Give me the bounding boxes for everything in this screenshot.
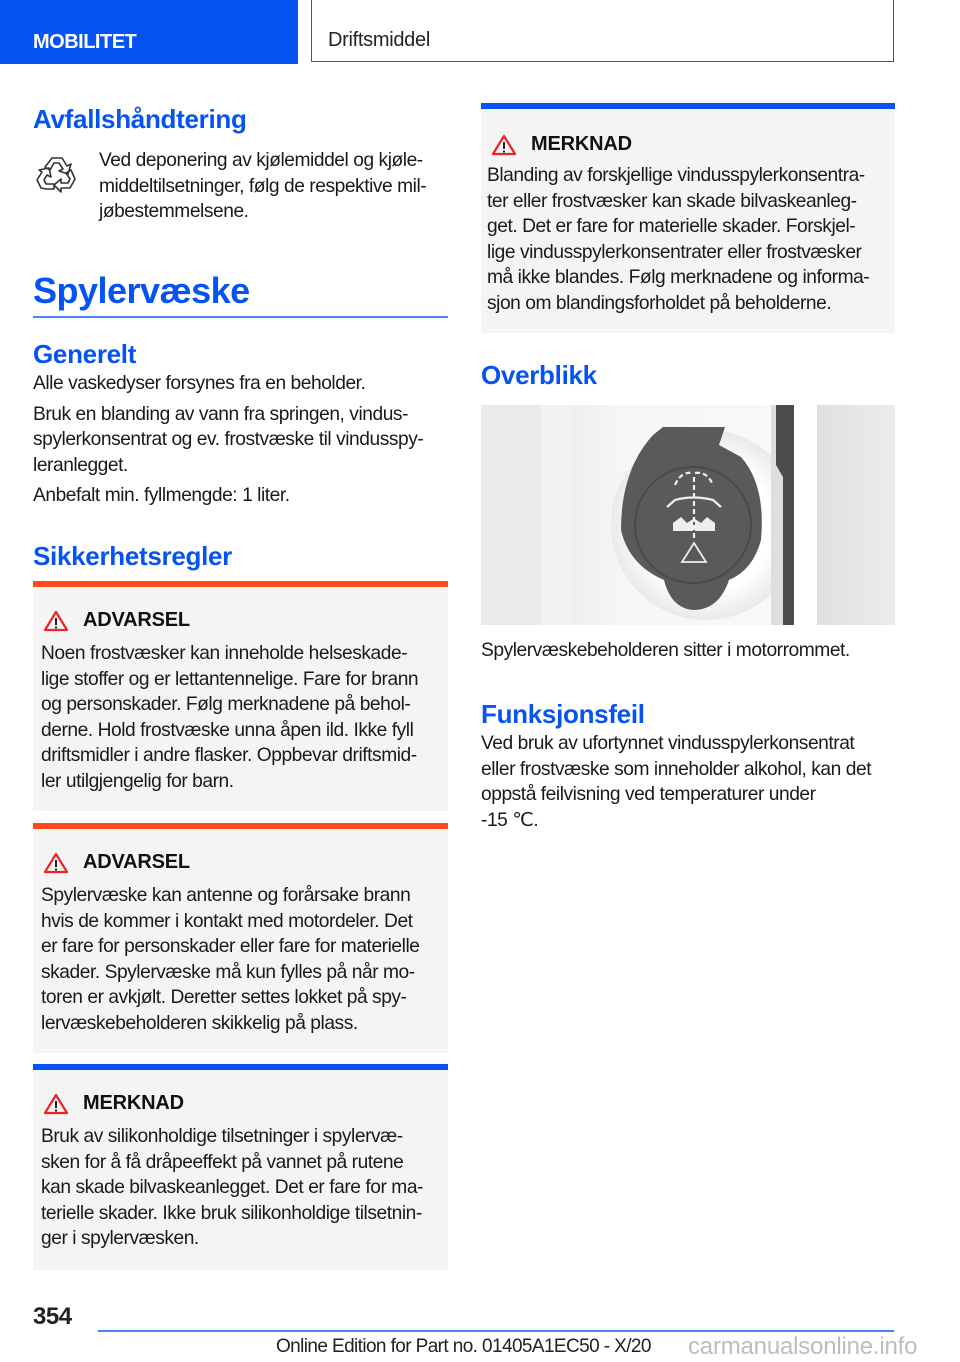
- warning-label: ADVARSEL: [83, 609, 190, 631]
- malfunction-text-line: oppstå feilvisning ved temperaturer under: [481, 784, 816, 805]
- warning-triangle-icon: [43, 1093, 69, 1115]
- warning-bar: [33, 823, 448, 829]
- chapter-tab: [0, 0, 298, 64]
- disposal-text-line: middeltilsetninger, følg de respektive mil-: [99, 175, 427, 197]
- warning-triangle-icon: [491, 134, 517, 156]
- general-text: Alle vaskedyser forsynes fra en beholder.: [33, 373, 366, 394]
- notice-text-line: må ikke blandes. Følg merknadene og informa-: [487, 267, 870, 288]
- malfunction-text-line: eller frostvæske som inneholder alkohol, kan det: [481, 758, 872, 780]
- section-tab: [311, 0, 894, 62]
- warning-text-line: lige stoffer og er lettantennelige. Fare for brann: [41, 668, 419, 690]
- warning-text-line: og personskader. Følg merknadene på behol-: [41, 694, 411, 715]
- notice-text-line: Blanding av forskjellige vindusspylerkonsentra-: [487, 165, 865, 186]
- safety-heading: Sikkerhetsregler: [33, 541, 232, 571]
- notice-text-line: ger i spylervæsken.: [41, 1228, 199, 1249]
- watermark: carmanualsonline.info: [688, 1333, 918, 1360]
- general-heading: Generelt: [33, 339, 137, 369]
- malfunction-text-line: Ved bruk av ufortynnet vindusspylerkonsentrat: [481, 733, 855, 754]
- warning-triangle-icon: [43, 852, 69, 874]
- disposal-section: [33, 148, 448, 228]
- warning-triangle-icon: [43, 610, 69, 632]
- overview-heading: Overblikk: [481, 360, 597, 390]
- notice-text-line: sjon om blandingsforholdet på beholderne.: [487, 292, 832, 314]
- notice-text-line: kan skade bilvaskeanlegget. Det er fare for ma-: [41, 1177, 423, 1198]
- notice-label: MERKNAD: [83, 1092, 184, 1114]
- warning-text-line: derne. Hold frostvæske unna åpen ild. Ikke fyll: [41, 719, 414, 741]
- overview-caption-block: [481, 638, 896, 664]
- warning-label: ADVARSEL: [83, 851, 190, 873]
- overview-heading-block: [481, 360, 896, 390]
- fill-quantity-text: Anbefalt min. fyllmengde: 1 liter.: [33, 485, 290, 506]
- general-text-line: Bruk en blanding av vann fra springen, vindus-: [33, 403, 409, 425]
- safety-heading-block: [33, 541, 448, 571]
- notice-label: MERKNAD: [531, 133, 632, 155]
- disposal-heading-block: [33, 104, 448, 134]
- recycle-icon: [33, 152, 81, 200]
- warning-box: [33, 581, 448, 811]
- warning-text-line: skader. Spylervæske må kun fylles på når mo-: [41, 961, 415, 983]
- general-text-line: spylerkonsentrat og ev. frostvæske til vindusspy-: [33, 429, 424, 450]
- warning-text-line: Spylervæske kan antenne og forårsake brann: [41, 885, 411, 906]
- disposal-text-line: Ved deponering av kjølemiddel og kjøle-: [99, 150, 423, 171]
- notice-text-line: Bruk av silikonholdige tilsetninger i spylervæ-: [41, 1126, 403, 1147]
- warning-text-line: hvis de kommer i kontakt med motordeler. Det: [41, 910, 413, 932]
- overview-caption: Spylervæskebeholderen sitter i motorrommet.: [481, 640, 850, 661]
- section-title: Driftsmiddel: [328, 29, 430, 51]
- heading-divider: [33, 316, 448, 318]
- warning-text-line: toren er avkjølt. Deretter settes lokket på spy-: [41, 987, 407, 1008]
- notice-text-line: terielle skader. Ikke bruk silikonholdige tilsetnin-: [41, 1202, 422, 1224]
- washer-fluid-reservoir-cap-photo: [481, 405, 895, 625]
- reservoir-cap-illustration: [481, 405, 895, 625]
- warning-box: [33, 823, 448, 1053]
- washer-fluid-heading-block: [33, 271, 448, 318]
- washer-fluid-heading: Spylervæske: [33, 270, 250, 311]
- notice-text-line: lige vindusspylerkonsentrater eller frostvæsker: [487, 241, 862, 263]
- notice-box: [481, 103, 895, 333]
- general-section: [33, 339, 448, 509]
- notice-text-line: ter eller frostvæsker kan skade bilvaskeanleg-: [487, 190, 857, 212]
- footer-divider: [98, 1330, 894, 1332]
- disposal-heading: Avfallshåndtering: [33, 104, 247, 134]
- notice-box: [33, 1064, 448, 1270]
- warning-text-line: Noen frostvæsker kan inneholde helseskade-: [41, 643, 408, 664]
- warning-text-line: ler utilgjengelig for barn.: [41, 770, 234, 792]
- warning-bar: [33, 581, 448, 587]
- notice-bar: [33, 1064, 448, 1070]
- notice-text-line: get. Det er fare for materielle skader. Forskjel-: [487, 216, 856, 237]
- page-number: 354: [33, 1303, 72, 1330]
- notice-text-line: sken for å få dråpeeffekt på vannet på rutene: [41, 1151, 404, 1173]
- warning-text-line: lervæskebeholderen skikkelig på plass.: [41, 1012, 358, 1034]
- malfunction-text-line: -15 ℃.: [481, 809, 539, 831]
- general-text-line: leranlegget.: [33, 454, 128, 476]
- disposal-text-line: jøbestemmelsene.: [99, 201, 249, 222]
- notice-bar: [481, 103, 895, 109]
- warning-text-line: driftsmidler i andre flasker. Oppbevar driftsmid-: [41, 745, 417, 766]
- malfunction-heading: Funksjonsfeil: [481, 699, 645, 729]
- warning-text-line: er fare for personskader eller fare for materielle: [41, 936, 420, 957]
- malfunction-section: [481, 699, 896, 833]
- edition-text: Online Edition for Part no. 01405A1EC50 - X/20: [276, 1336, 651, 1357]
- chapter-title: MOBILITET: [33, 31, 137, 53]
